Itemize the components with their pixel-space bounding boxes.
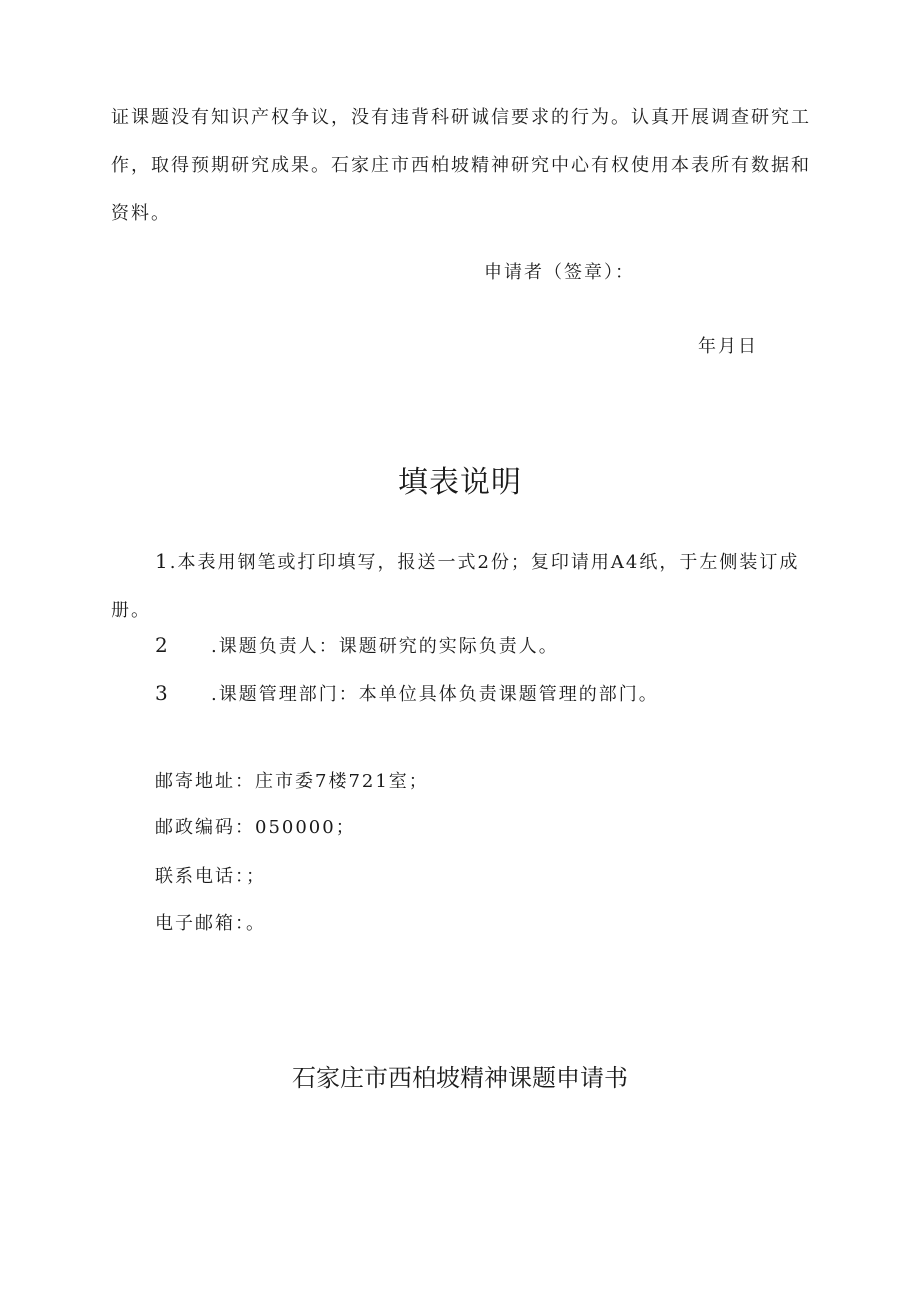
instruction-item-3 — [155, 680, 659, 706]
instruction-item-1-text: .本表用钢笔或打印填写，报送一式2份；复印请用A4纸，于左侧装订成册。 — [111, 552, 800, 621]
instruction-item-2-number: 2 — [155, 633, 170, 657]
instruction-item-2 — [155, 632, 559, 658]
instruction-item-3-text: .课题管理部门：本单位具体负责课题管理的部门。 — [211, 684, 659, 705]
postal-code: 邮政编码：050000； — [155, 817, 356, 838]
contact-phone: 联系电话：； — [155, 866, 266, 887]
applicant-signature-label: 申请者（签章）： — [484, 262, 635, 283]
instruction-item-1 — [111, 537, 816, 635]
instruction-item-2-text: .课题负责人：课题研究的实际负责人。 — [211, 636, 559, 657]
instructions-title: 填表说明 — [398, 465, 522, 500]
signature-date: 年月日 — [698, 336, 758, 357]
intro-paragraph: 证课题没有知识产权争议，没有违背科研诚信要求的行为。认真开展调查研究工作，取得预期研究成果。石家庄市西柏坡精神研究中心有权使用本表所有数据和资料。 — [111, 107, 811, 224]
instruction-item-1-number: 1 — [155, 549, 170, 573]
instruction-item-3-number: 3 — [155, 681, 170, 705]
mailing-address: 邮寄地址：庄市委7楼721室； — [155, 771, 429, 792]
application-form-title: 石家庄市西柏坡精神课题申请书 — [292, 1064, 628, 1092]
contact-email: 电子邮箱：。 — [155, 913, 266, 934]
